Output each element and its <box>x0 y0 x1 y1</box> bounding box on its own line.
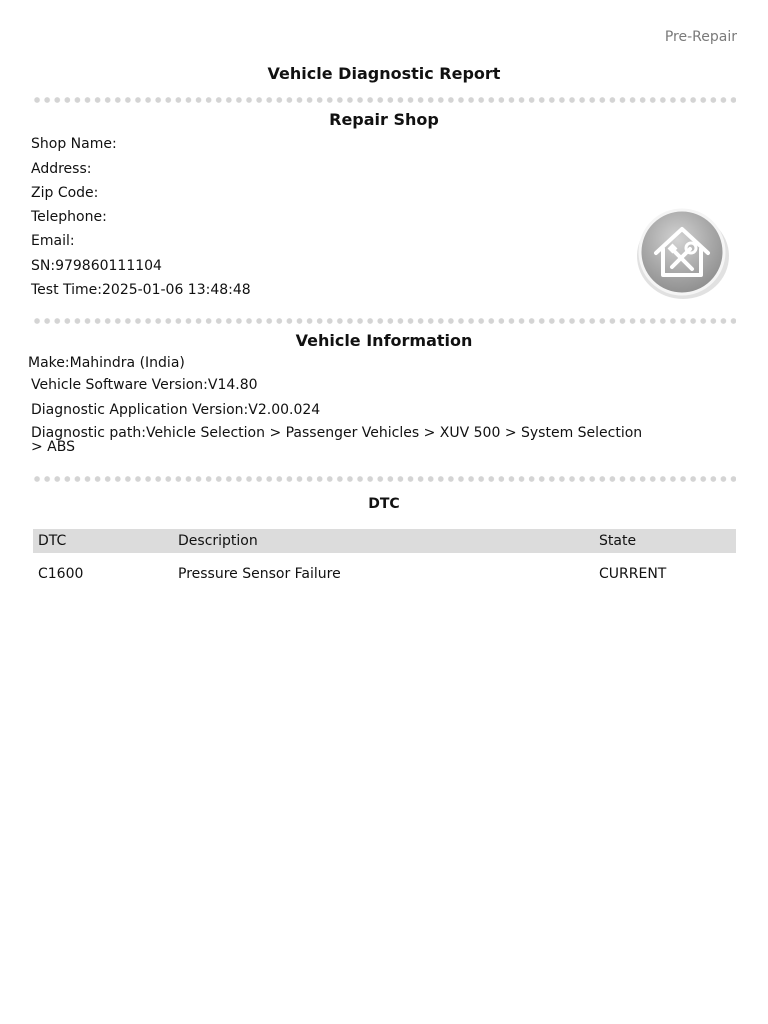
test-time-label: Test Time: <box>31 282 102 298</box>
serial-number-line <box>31 258 162 274</box>
make-label: Make: <box>28 355 70 371</box>
diagnostic-path-label: Diagnostic path: <box>31 425 146 441</box>
software-version-label: Vehicle Software Version: <box>31 377 208 393</box>
serial-number-label: SN: <box>31 258 56 274</box>
shop-name-line <box>31 136 117 152</box>
column-header-state: State <box>599 533 637 549</box>
software-version-value: V14.80 <box>207 377 258 393</box>
make-line <box>28 355 185 371</box>
test-time-value: 2025-01-06 13:48:48 <box>102 282 251 298</box>
app-version-value: V2.00.024 <box>248 402 321 418</box>
zip-code-label: Zip Code: <box>31 185 99 201</box>
serial-number-value: 979860111104 <box>55 258 162 274</box>
repair-shop-heading: Repair Shop <box>329 110 439 129</box>
zip-code-line <box>31 185 98 201</box>
dotted-divider <box>32 97 736 103</box>
report-status: Pre-Repair <box>664 29 737 45</box>
email-line <box>31 233 75 249</box>
dtc-heading: DTC <box>368 496 400 512</box>
telephone-line <box>31 209 107 225</box>
column-header-description: Description <box>178 533 258 549</box>
dtc-state: CURRENT <box>599 566 667 582</box>
shop-name-label: Shop Name: <box>31 136 117 152</box>
dtc-description: Pressure Sensor Failure <box>178 566 341 582</box>
dotted-divider <box>32 318 736 324</box>
email-label: Email: <box>31 233 75 249</box>
report-title: Vehicle Diagnostic Report <box>267 64 501 83</box>
repair-shop-house-tools-icon <box>634 207 732 301</box>
software-version-line <box>31 377 258 393</box>
address-line <box>31 161 91 177</box>
telephone-label: Telephone: <box>31 209 107 225</box>
column-header-dtc: DTC <box>38 533 67 549</box>
app-version-line <box>31 402 320 418</box>
test-time-line <box>31 282 251 298</box>
diagnostic-path-line <box>31 426 651 454</box>
address-label: Address: <box>31 161 92 177</box>
dotted-divider <box>32 476 736 482</box>
make-value: Mahindra (India) <box>69 355 185 371</box>
table-row <box>33 562 736 586</box>
app-version-label: Diagnostic Application Version: <box>31 402 249 418</box>
dtc-code: C1600 <box>38 566 84 582</box>
dtc-table-header <box>33 529 736 553</box>
diagnostic-path-value: Vehicle Selection > Passenger Vehicles > XUV 500 > System Selection > ABS <box>31 425 643 455</box>
vehicle-information-heading: Vehicle Information <box>295 331 473 350</box>
